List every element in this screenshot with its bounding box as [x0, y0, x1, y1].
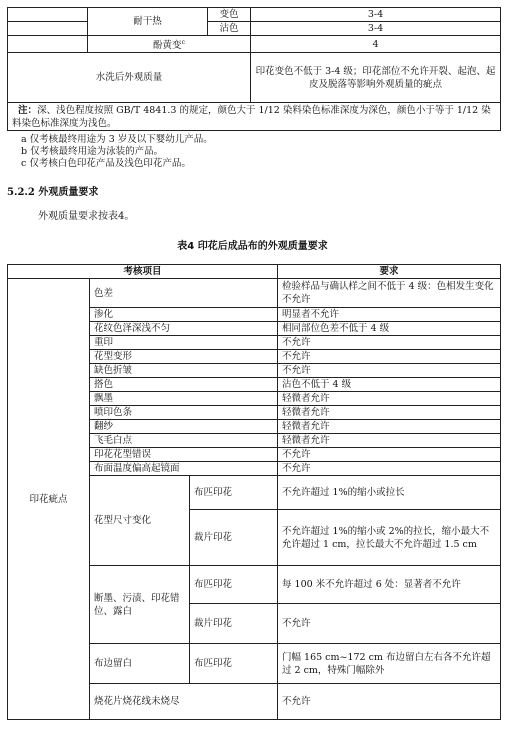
req-cell: 不允许: [278, 364, 501, 378]
item-cell: 色差: [90, 279, 278, 308]
blank-cell: [8, 36, 88, 53]
break-cut-req: 不允许: [278, 604, 501, 644]
edge-label: 布边留白: [90, 644, 190, 684]
phenol-value: 4: [251, 36, 501, 53]
section-body: 外观质量要求按表4。: [38, 211, 135, 222]
req-cell: 明显者不允许: [278, 308, 501, 322]
burn-label: 烧花片烧花线未烧尽: [90, 684, 278, 720]
discolor-label: 变色: [208, 8, 251, 22]
item-cell: 重印: [90, 336, 278, 350]
req-cell: 不允许: [278, 448, 501, 462]
note-prefix: 注：: [18, 104, 38, 116]
blank-cell: [8, 22, 88, 36]
req-cell: 相同部位色差不低于 4 级: [278, 322, 501, 336]
table-note: [8, 103, 501, 131]
req-cell: 不允许: [278, 350, 501, 364]
req-cell: 轻微者允许: [278, 392, 501, 406]
req-cell: 轻微者允许: [278, 420, 501, 434]
item-cell: 印花花型错误: [90, 448, 278, 462]
blank-cell: [8, 8, 88, 22]
item-cell: 花型变形: [90, 350, 278, 364]
size-cut-label: 裁片印花: [190, 510, 278, 566]
size-piece-label: 布匹印花: [190, 476, 278, 510]
section-title: 5.2.2 外观质量要求: [7, 187, 99, 198]
footnote-c: c 仅考核白色印花产品及浅色印花产品。: [21, 158, 191, 169]
item-cell: 搭色: [90, 378, 278, 392]
stain-value: 3-4: [251, 22, 501, 36]
footnote-a: a 仅考核最终用途为 3 岁及以下婴幼儿产品。: [21, 134, 213, 145]
item-cell: 飘墨: [90, 392, 278, 406]
req-cell: 检验样品与确认样之间不低于 4 级：色相发生变化不允许: [278, 279, 501, 308]
phenol-label: 酚黄变$^c$: [88, 36, 251, 53]
req-cell: 不允许: [278, 336, 501, 350]
category-cell: 印花疵点: [8, 279, 90, 720]
size-cut-req: 不允许超过 1%的缩小或 2%的拉长，缩小最大不允许超过 1 cm，拉长最大不允许超过 1.5 cm: [278, 510, 501, 566]
break-piece-req: 每 100 米不允许超过 6 处：显著者不允许: [278, 566, 501, 604]
break-piece-label: 布匹印花: [190, 566, 278, 604]
discolor-value: 3-4: [251, 8, 501, 22]
req-cell: 沾色不低于 4 级: [278, 378, 501, 392]
dry-rub-label: 耐干热: [88, 8, 208, 36]
req-cell: 轻微者允许: [278, 406, 501, 420]
item-cell: 翻纱: [90, 420, 278, 434]
header-item: 考核项目: [8, 265, 278, 279]
edge-piece-label: 布匹印花: [190, 644, 278, 684]
item-cell: 渗化: [90, 308, 278, 322]
item-cell: 花纹色泽深浅不匀: [90, 322, 278, 336]
size-piece-req: 不允许超过 1%的缩小或拉长: [278, 476, 501, 510]
appearance-table: [7, 264, 501, 720]
edge-req: 门幅 165 cm~172 cm 布边留白左右各不允许超过 2 cm，特殊门幅除外: [278, 644, 501, 684]
wash-label: 水洗后外观质量: [8, 53, 251, 103]
break-cut-label: 裁片印花: [190, 604, 278, 644]
req-cell: 轻微者允许: [278, 434, 501, 448]
table-caption: 表4 印花后成品布的外观质量要求: [177, 241, 328, 252]
item-cell: 布面温度偏高起镜面: [90, 462, 278, 476]
footnote-b: b 仅考核最终用途为泳装的产品。: [21, 146, 164, 157]
item-cell: 缺色折皱: [90, 364, 278, 378]
header-requirement: 要求: [278, 265, 501, 279]
footnote-list: [7, 134, 500, 170]
fastness-table: [7, 7, 501, 131]
item-cell: 飞毛白点: [90, 434, 278, 448]
break-label: 断墨、污渍、印花错位、露白: [90, 566, 190, 644]
note-text: 深、浅色程度按照 GB/T 4841.3 的规定，颜色大于 1/12 染料染色标准深度为深色，颜色小于等于 1/12 染料染色标准深度为浅色。: [12, 104, 491, 129]
stain-label: 沾色: [208, 22, 251, 36]
wash-requirement: 印花变色不低于 3-4 级；印花部位不允许开裂、起泡、起皮及脱落等影响外观质量的疵点: [251, 53, 501, 103]
item-cell: 喷印色条: [90, 406, 278, 420]
burn-req: 不允许: [278, 684, 501, 720]
req-cell: 不允许: [278, 462, 501, 476]
size-change-label: 花型尺寸变化: [90, 476, 190, 566]
